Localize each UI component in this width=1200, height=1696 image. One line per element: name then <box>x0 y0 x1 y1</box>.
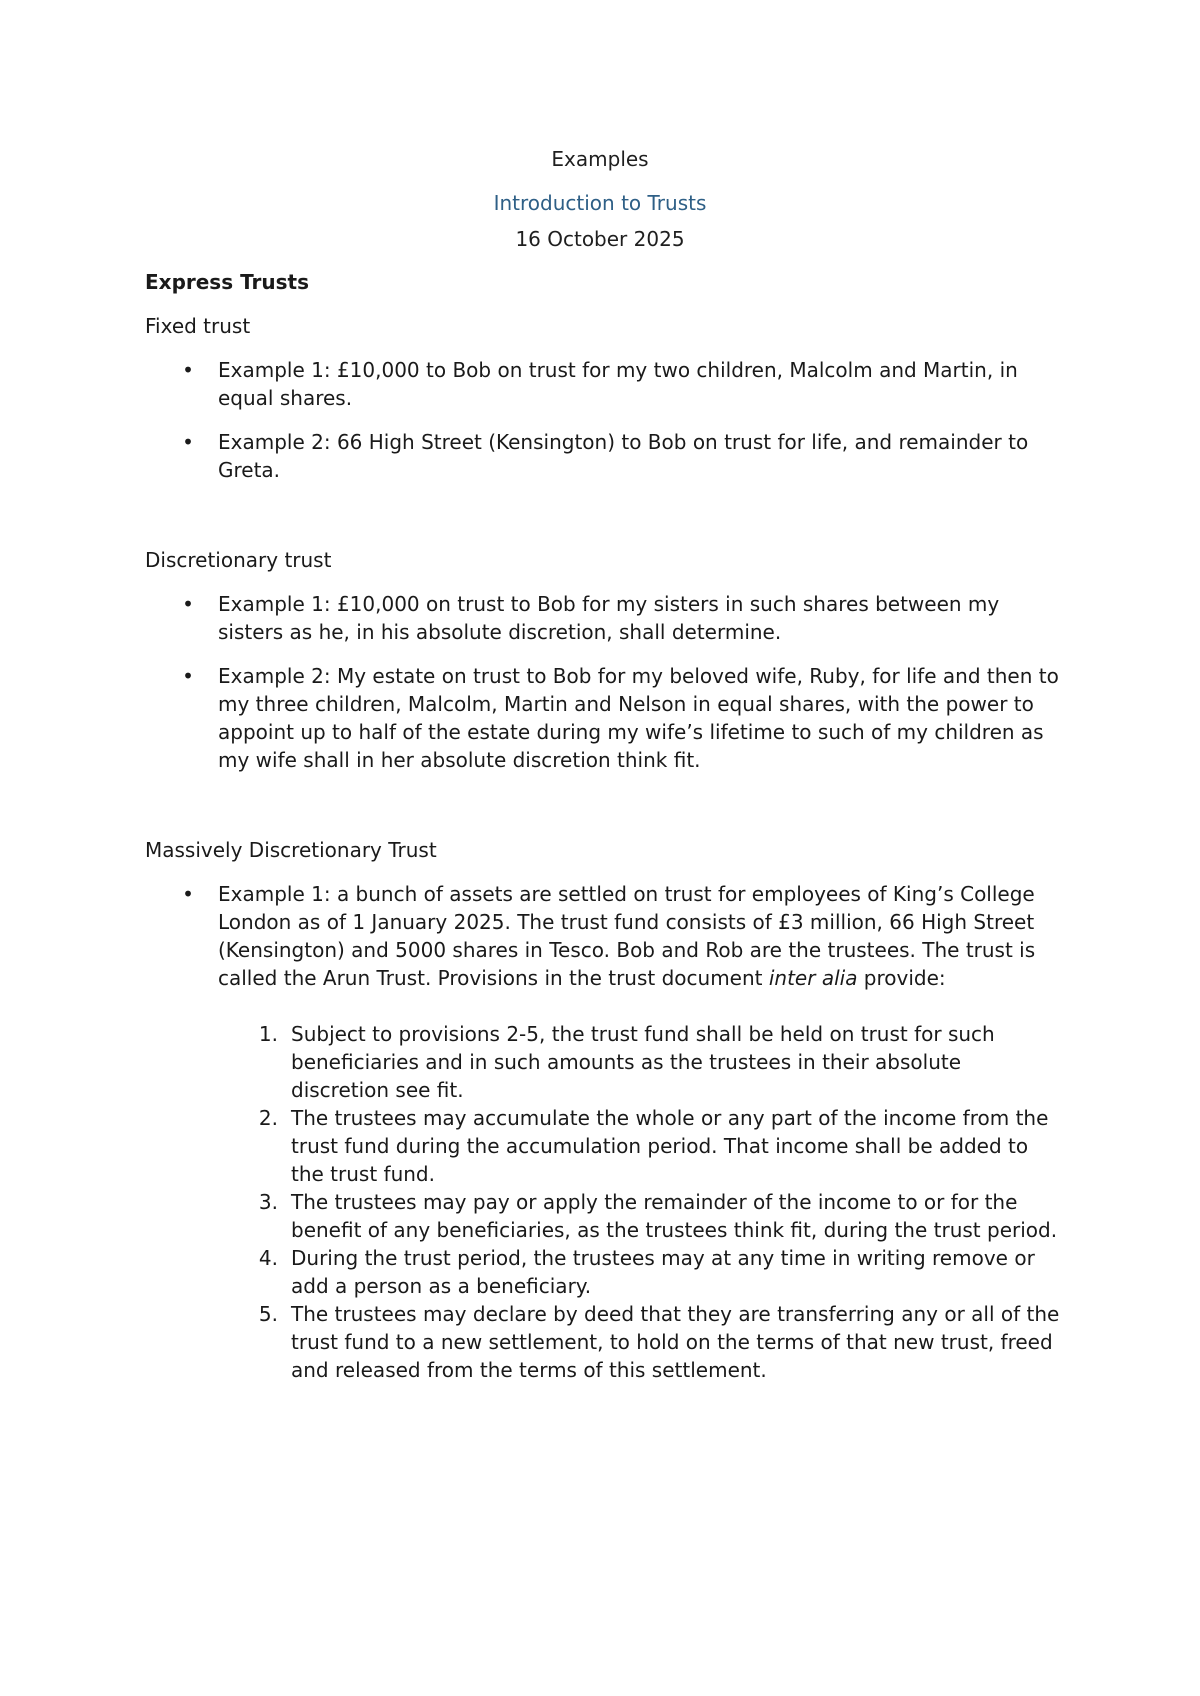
bullet-icon: • <box>182 664 194 688</box>
bullet-icon: • <box>182 430 194 454</box>
provision-number: 5. <box>258 1302 278 1326</box>
list-item <box>145 880 1065 1384</box>
provisions-list <box>218 1020 1065 1384</box>
list-item-text: Example 2: 66 High Street (Kensington) to Bob on trust for life, and remainder to Greta. <box>218 430 1029 482</box>
provision-number: 3. <box>258 1190 278 1214</box>
fixed-trust-list <box>145 356 1065 484</box>
massive-trust-list <box>145 880 1065 1384</box>
document-subtitle: Introduction to Trusts <box>493 191 707 215</box>
document-title: Examples <box>551 147 649 171</box>
example-intro-text: Example 1: a bunch of assets are settled on trust for employees of King’s College London as of 1 January 2025. The trust fund consists of £3 million, 66 High Street (Kensington) and 5000 shares in Tesco. Bob and Rob are the trustees. The trust is called the Arun Trust. Provisions in the trust document <box>218 882 1036 990</box>
list-item <box>145 590 1065 646</box>
provision-item <box>218 1104 1065 1188</box>
list-item <box>145 428 1065 484</box>
list-item-text: Example 1: £10,000 on trust to Bob for my sisters in such shares between my sisters as he, in his absolute discretion, shall determine. <box>218 592 1000 644</box>
discretionary-trust-list <box>145 590 1065 774</box>
provision-number: 2. <box>258 1106 278 1130</box>
bullet-icon: • <box>182 592 194 616</box>
provision-item <box>218 1244 1065 1300</box>
section-heading: Express Trusts <box>145 270 309 294</box>
bullet-icon: • <box>182 882 194 906</box>
provision-text: The trustees may accumulate the whole or any part of the income from the trust fund during the accumulation period. That income shall be added to the trust fund. <box>291 1106 1049 1186</box>
provision-text: The trustees may pay or apply the remainder of the income to or for the benefit of any beneficiaries, as the trustees think fit, during the trust period. <box>291 1190 1058 1242</box>
list-item <box>145 662 1065 774</box>
provision-text: Subject to provisions 2-5, the trust fund shall be held on trust for such beneficiaries and in such amounts as the trustees in their absolute discretion see fit. <box>291 1022 995 1102</box>
list-item-text: Example 2: My estate on trust to Bob for my beloved wife, Ruby, for life and then to my three children, Malcolm, Martin and Nelson in equal shares, with the power to appoint up to half of the estate during my wife’s lifetime to such of my children as my wife shall in her absolute discretion think fit. <box>218 664 1059 772</box>
fixed-trust-label: Fixed trust <box>145 314 251 338</box>
provision-text: During the trust period, the trustees may at any time in writing remove or add a person as a beneficiary. <box>291 1246 1035 1298</box>
provision-item <box>218 1300 1065 1384</box>
list-item <box>145 356 1065 412</box>
provision-text: The trustees may declare by deed that they are transferring any or all of the trust fund to a new settlement, to hold on the terms of that new trust, freed and released from the terms of this settlement. <box>291 1302 1060 1382</box>
massive-trust-label: Massively Discretionary Trust <box>145 838 437 862</box>
example-end-text: provide: <box>857 966 946 990</box>
document-body <box>145 268 1065 1384</box>
document-date: 16 October 2025 <box>515 227 685 251</box>
example-italic-text: inter alia <box>768 966 858 990</box>
list-item-text: Example 1: £10,000 to Bob on trust for my two children, Malcolm and Martin, in equal shares. <box>218 358 1018 410</box>
discretionary-trust-label: Discretionary trust <box>145 548 332 572</box>
provision-number: 4. <box>258 1246 278 1270</box>
provision-number: 1. <box>258 1022 278 1046</box>
bullet-icon: • <box>182 358 194 382</box>
provision-item <box>218 1188 1065 1244</box>
provision-item <box>218 1020 1065 1104</box>
